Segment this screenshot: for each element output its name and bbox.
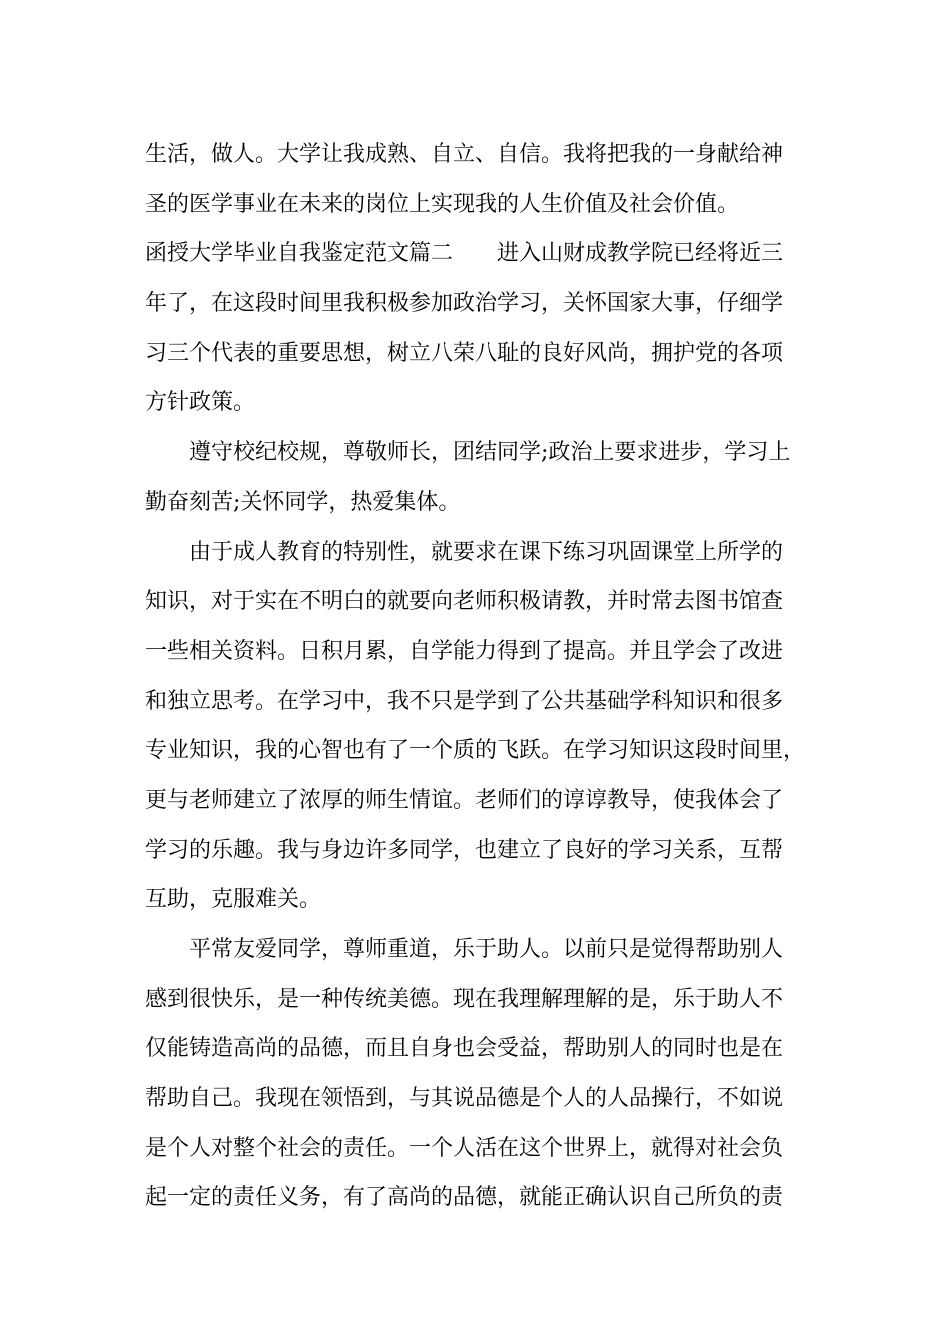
text-line: 帮助自己。我现在领悟到，与其说品德是个人的人品操行，不如说 bbox=[145, 1086, 784, 1112]
text-line: 和独立思考。在学习中，我不只是学到了公共基础学科知识和很多 bbox=[145, 688, 784, 714]
text-line: 平常友爱同学，尊师重道，乐于助人。以前只是觉得帮助别人 bbox=[189, 937, 784, 962]
text-line: 是个人对整个社会的责任。一个人活在这个世界上，就得对社会负 bbox=[145, 1135, 784, 1161]
document-body bbox=[145, 130, 825, 1223]
text-line: 学习的乐趣。我与身边许多同学，也建立了良好的学习关系，互帮 bbox=[145, 837, 784, 863]
text-line: 由于成人教育的特别性，就要求在课下练习巩固课堂上所学的 bbox=[189, 539, 784, 565]
section-heading-line bbox=[145, 229, 825, 279]
text-line: 勤奋刻苦;关怀同学，热爱集体。 bbox=[145, 489, 461, 515]
text-line: 感到很快乐，是一种传统美德。现在我理解理解的是，乐于助人不 bbox=[145, 986, 784, 1012]
text-line: 方针政策。 bbox=[145, 390, 256, 416]
section-heading: 函授大学毕业自我鉴定范文篇二 bbox=[145, 241, 454, 267]
text-line: 仅能铸造高尚的品德，而且自身也会受益，帮助别人的同时也是在 bbox=[145, 1036, 784, 1062]
text-line: 更与老师建立了浓厚的师生情谊。老师们的谆谆教导，使我体会了 bbox=[145, 787, 784, 813]
text-line: 遵守校纪校规，尊敬师长，团结同学;政治上要求进步，学习上 bbox=[189, 440, 791, 466]
text-line: 生活，做人。大学让我成熟、自立、自信。我将把我的一身献给神 bbox=[145, 142, 784, 167]
text-line: 圣的医学事业在未来的岗位上实现我的人生价值及社会价值。 bbox=[145, 191, 740, 217]
text-line: 习三个代表的重要思想，树立八荣八耻的良好风尚，拥护党的各项 bbox=[145, 340, 784, 366]
text-line: 一些相关资料。日积月累，自学能力得到了提高。并且学会了改进 bbox=[145, 638, 784, 664]
text-line: 专业知识，我的心智也有了一个质的飞跃。在学习知识这段时间里， bbox=[145, 738, 806, 764]
text-line: 互助，克服难关。 bbox=[145, 887, 322, 913]
text-line: 年了，在这段时间里我积极参加政治学习，关怀国家大事，仔细学 bbox=[145, 291, 784, 317]
text-line: 知识，对于实在不明白的就要向老师积极请教，并时常去图书馆查 bbox=[145, 589, 784, 615]
text-line: 起一定的责任义务，有了高尚的品德，就能正确认识自己所负的责 bbox=[145, 1185, 784, 1211]
text-span: 进入山财成教学院已经将近三 bbox=[497, 241, 784, 267]
